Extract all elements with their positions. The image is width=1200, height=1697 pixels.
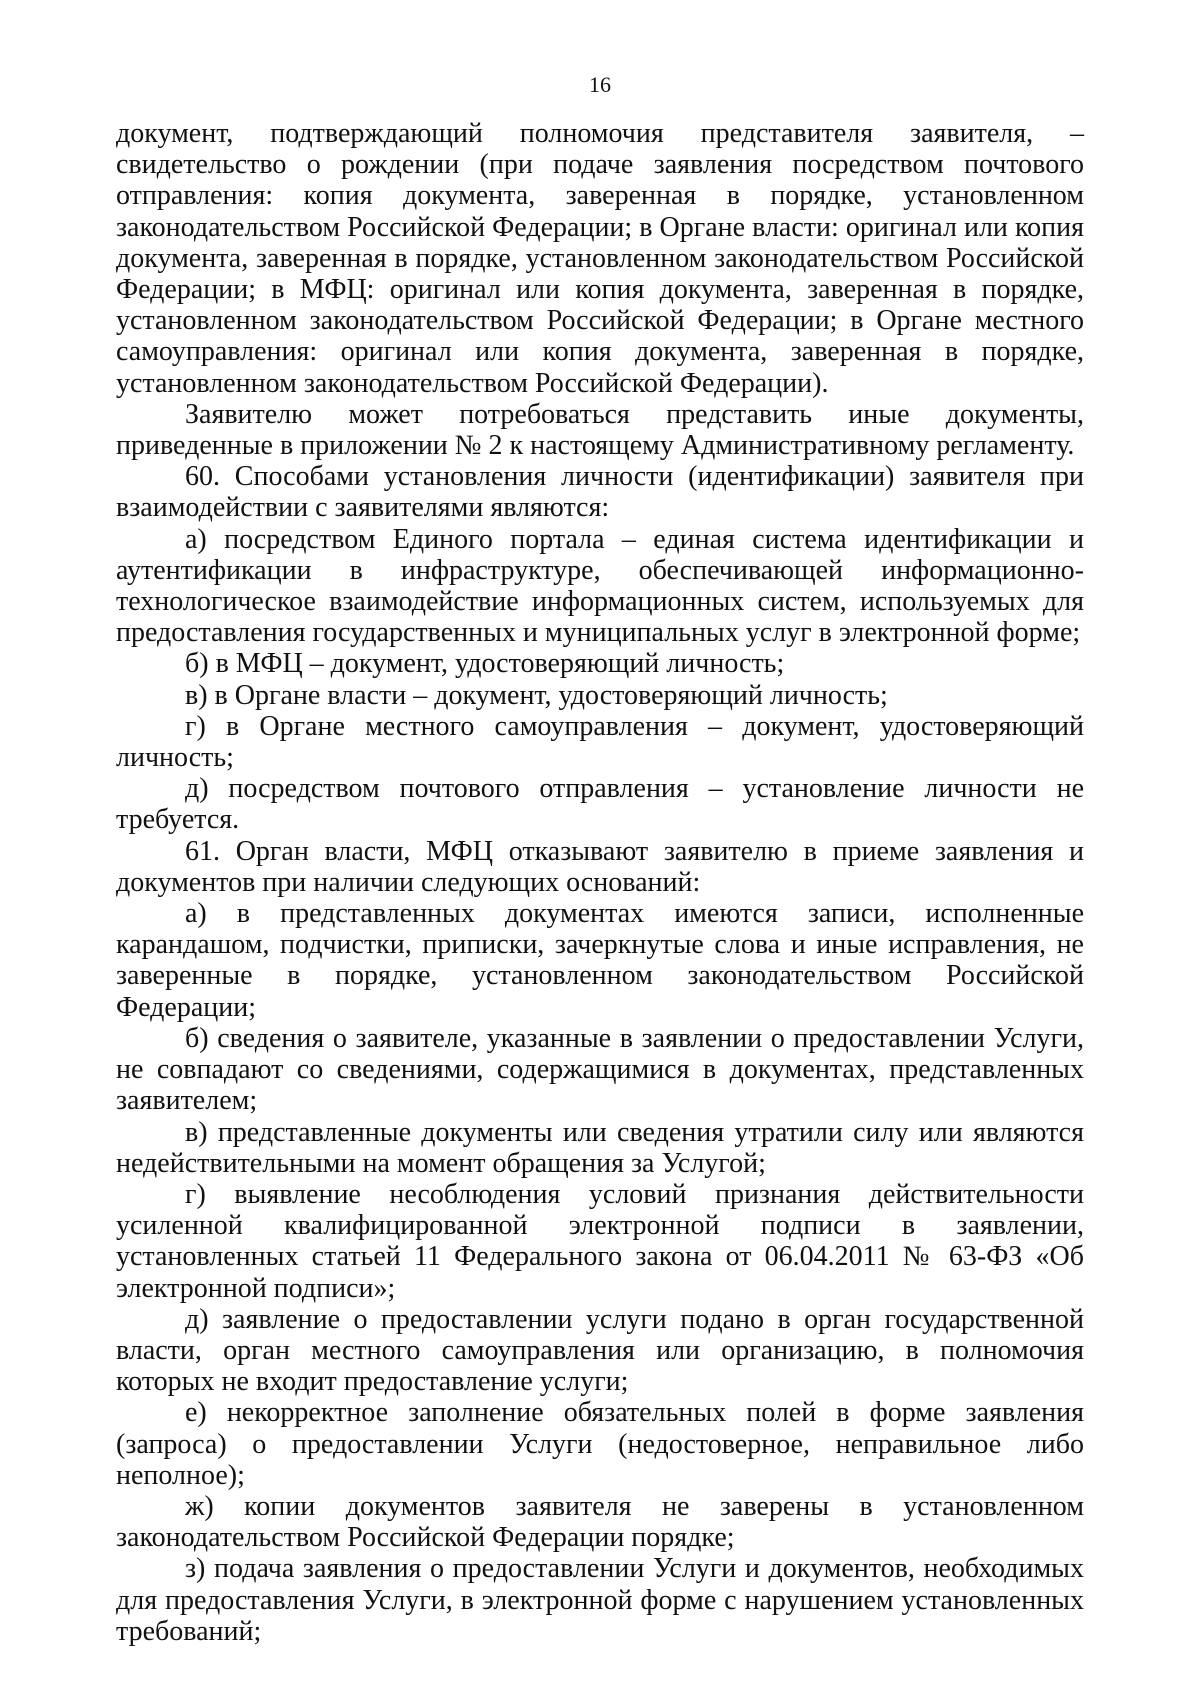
list-item-60-d: д) посредством почтового отправления – установление личности не требуется. xyxy=(116,773,1084,836)
paragraph-item-61: 61. Орган власти, МФЦ отказывают заявителю в приеме заявления и документов при наличии следующих оснований: xyxy=(116,835,1084,898)
list-item-61-b: б) сведения о заявителе, указанные в заявлении о предоставлении Услуги, не совпадают со сведениями, содержащимися в документах, представленных заявителем; xyxy=(116,1022,1084,1117)
document-body xyxy=(116,118,1084,1647)
list-item-61-z: з) подача заявления о предоставлении Услуги и документов, необходимых для предоставления Услуги, в электронной форме с нарушением установленных требований; xyxy=(116,1553,1084,1647)
list-item-60-b: б) в МФЦ – документ, удостоверяющий личность; xyxy=(185,648,785,680)
list-item-61-e: е) некорректное заполнение обязательных полей в форме заявления (запроса) о предоставлении Услуги (недостоверное, неправильное либо неполное); xyxy=(116,1397,1084,1491)
list-item-60-v: в) в Органе власти – документ, удостоверяющий личность; xyxy=(185,679,888,711)
paragraph-continuation: документ, подтверждающий полномочия представителя заявителя, – свидетельство о рождении (при подаче заявления посредством почтового отправления: копия документа, заверенная в порядке, установленном законодательством Российской Федерации; в Органе власти: оригинал или копия документа, заверенная в порядке, установленном законодательством Российской Федерации; в МФЦ: оригинал или копия документа, заверенная в порядке, установленном законодательством Российской Федерации; в Органе местного самоуправления: оригинал или копия документа, заверенная в порядке, установленном законодательством Российской Федерации). xyxy=(116,118,1084,399)
paragraph-item-60: 60. Способами установления личности (идентификации) заявителя при взаимодействии с заявителями являются: xyxy=(116,461,1084,524)
list-item-61-v: в) представленные документы или сведения утратили силу или являются недействительными на момент обращения за Услугой; xyxy=(116,1116,1084,1179)
list-item-61-zh: ж) копии документов заявителя не заверены в установленном законодательством Российской Федерации порядке; xyxy=(116,1490,1084,1554)
list-item-60-a: а) посредством Единого портала – единая система идентификации и аутентификации в инфраструктуре, обеспечивающей информационно-технологическое взаимодействие информационных систем, используемых для предоставления государственных и муниципальных услуг в электронной форме; xyxy=(116,523,1084,649)
list-item-60-g: г) в Органе местного самоуправления – документ, удостоверяющий личность; xyxy=(116,710,1084,774)
list-item-61-a: а) в представленных документах имеются записи, исполненные карандашом, подчистки, приписки, зачеркнутые слова и иные исправления, не заверенные в порядке, установленном законодательством Российской Федерации; xyxy=(116,898,1084,1023)
list-item-61-d: д) заявление о предоставлении услуги подано в орган государственной власти, орган местного самоуправления или организацию, в полномочия которых не входит предоставление услуги; xyxy=(116,1303,1084,1398)
page-number: 16 xyxy=(589,72,611,97)
paragraph-additional-documents: Заявителю может потребоваться представить иные документы, приведенные в приложении № 2 к настоящему Административному регламенту. xyxy=(116,398,1084,462)
list-item-61-g: г) выявление несоблюдения условий признания действительности усиленной квалифицированной электронной подписи в заявлении, установленных статьей 11 Федерального закона от 06.04.2011 № 63-ФЗ «Об электронной подписи»; xyxy=(116,1178,1084,1304)
